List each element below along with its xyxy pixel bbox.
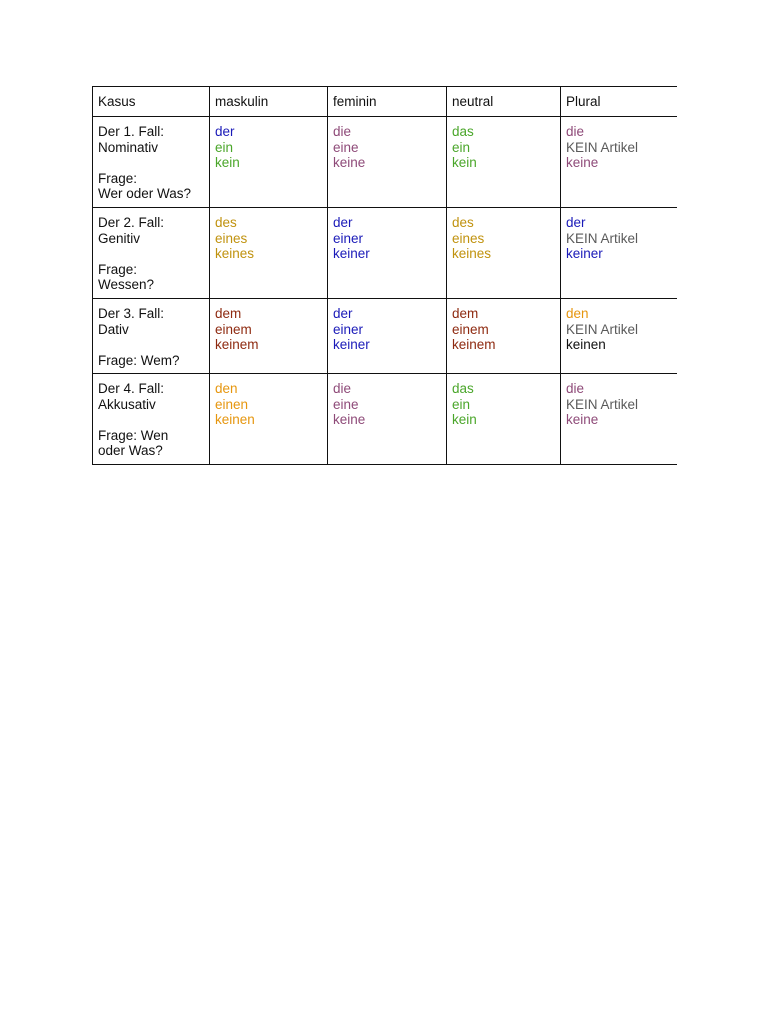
article-word: einem bbox=[452, 321, 489, 337]
article-word: keine bbox=[566, 155, 599, 170]
case-name-line: Der 2. Fall: bbox=[98, 215, 165, 230]
article-word: ein bbox=[215, 139, 234, 155]
article-word: keinem bbox=[452, 337, 496, 352]
case-name-line: Der 4. Fall: bbox=[98, 381, 165, 396]
spacer bbox=[98, 412, 204, 428]
question-line: Frage: bbox=[98, 170, 138, 186]
article-word: der bbox=[215, 124, 235, 139]
header-row bbox=[93, 87, 677, 117]
article-word: KEIN Artikel bbox=[566, 139, 639, 155]
article-word: einem bbox=[215, 321, 252, 337]
article-word: der bbox=[333, 306, 353, 321]
header-kasus: Kasus bbox=[93, 87, 210, 117]
plural-cell bbox=[561, 208, 677, 299]
article-word: KEIN Artikel bbox=[566, 321, 639, 337]
article-word: die bbox=[566, 381, 585, 396]
article-word: eine bbox=[333, 139, 359, 155]
article-word: die bbox=[566, 124, 585, 139]
case-cell bbox=[93, 374, 210, 465]
case-cell bbox=[93, 117, 210, 208]
feminin-cell bbox=[328, 117, 447, 208]
question-line: Wer oder Was? bbox=[98, 186, 192, 201]
case-cell bbox=[93, 208, 210, 299]
article-word: einer bbox=[333, 230, 364, 246]
article-word: eine bbox=[333, 396, 359, 412]
table-row bbox=[93, 374, 677, 465]
article-word: keine bbox=[333, 155, 366, 170]
header-neutral: neutral bbox=[447, 87, 561, 117]
feminin-cell bbox=[328, 299, 447, 374]
article-word: den bbox=[566, 306, 589, 321]
article-word: der bbox=[333, 215, 353, 230]
article-word: keiner bbox=[333, 337, 370, 352]
article-word: keines bbox=[215, 246, 255, 261]
question-line: Frage: Wen bbox=[98, 427, 169, 443]
plural-cell bbox=[561, 374, 677, 465]
case-name-line: Nominativ bbox=[98, 139, 159, 155]
article-word: ein bbox=[452, 139, 471, 155]
article-word: keinen bbox=[215, 412, 255, 427]
question-line: Frage: Wem? bbox=[98, 352, 180, 368]
feminin-cell bbox=[328, 208, 447, 299]
article-word: kein bbox=[452, 412, 477, 427]
article-word: ein bbox=[452, 396, 471, 412]
maskulin-cell bbox=[210, 374, 328, 465]
spacer bbox=[98, 246, 204, 262]
article-word: den bbox=[215, 381, 238, 396]
case-name-line: Der 3. Fall: bbox=[98, 306, 165, 321]
case-name-line: Genitiv bbox=[98, 230, 141, 246]
article-word: des bbox=[452, 215, 474, 230]
plural-cell bbox=[561, 299, 677, 374]
article-word: die bbox=[333, 124, 352, 139]
article-word: eines bbox=[452, 230, 485, 246]
article-word: keines bbox=[452, 246, 492, 261]
article-word: keine bbox=[333, 412, 366, 427]
article-word: einen bbox=[215, 396, 249, 412]
article-word: das bbox=[452, 381, 474, 396]
header-plural: Plural bbox=[561, 87, 677, 117]
article-word: keine bbox=[566, 412, 599, 427]
neutral-cell bbox=[447, 208, 561, 299]
article-word: kein bbox=[215, 155, 240, 170]
article-word: keiner bbox=[333, 246, 370, 261]
feminin-cell bbox=[328, 374, 447, 465]
article-word: dem bbox=[215, 306, 242, 321]
neutral-cell bbox=[447, 374, 561, 465]
maskulin-cell bbox=[210, 299, 328, 374]
table-row bbox=[93, 208, 677, 299]
article-word: KEIN Artikel bbox=[566, 230, 639, 246]
question-line: oder Was? bbox=[98, 443, 163, 458]
article-word: keinem bbox=[215, 337, 259, 352]
neutral-cell bbox=[447, 299, 561, 374]
article-word: KEIN Artikel bbox=[566, 396, 639, 412]
case-name-line: Dativ bbox=[98, 321, 129, 337]
article-word: der bbox=[566, 215, 586, 230]
article-word: die bbox=[333, 381, 352, 396]
header-maskulin: maskulin bbox=[210, 87, 328, 117]
article-word: das bbox=[452, 124, 474, 139]
neutral-cell bbox=[447, 117, 561, 208]
table-row bbox=[93, 117, 677, 208]
spacer bbox=[98, 155, 204, 171]
article-word: einer bbox=[333, 321, 364, 337]
question-line: Frage: bbox=[98, 261, 138, 277]
article-word: des bbox=[215, 215, 237, 230]
declension-table bbox=[92, 86, 677, 465]
article-word: keiner bbox=[566, 246, 603, 261]
case-name-line: Akkusativ bbox=[98, 396, 156, 412]
article-word: kein bbox=[452, 155, 477, 170]
table-row bbox=[93, 299, 677, 374]
spacer bbox=[98, 337, 204, 353]
article-word: eines bbox=[215, 230, 248, 246]
maskulin-cell bbox=[210, 117, 328, 208]
case-cell bbox=[93, 299, 210, 374]
question-line: Wessen? bbox=[98, 277, 155, 292]
article-word: dem bbox=[452, 306, 479, 321]
plural-cell bbox=[561, 117, 677, 208]
header-feminin: feminin bbox=[328, 87, 447, 117]
article-word: keinen bbox=[566, 337, 606, 352]
maskulin-cell bbox=[210, 208, 328, 299]
case-name-line: Der 1. Fall: bbox=[98, 124, 165, 139]
